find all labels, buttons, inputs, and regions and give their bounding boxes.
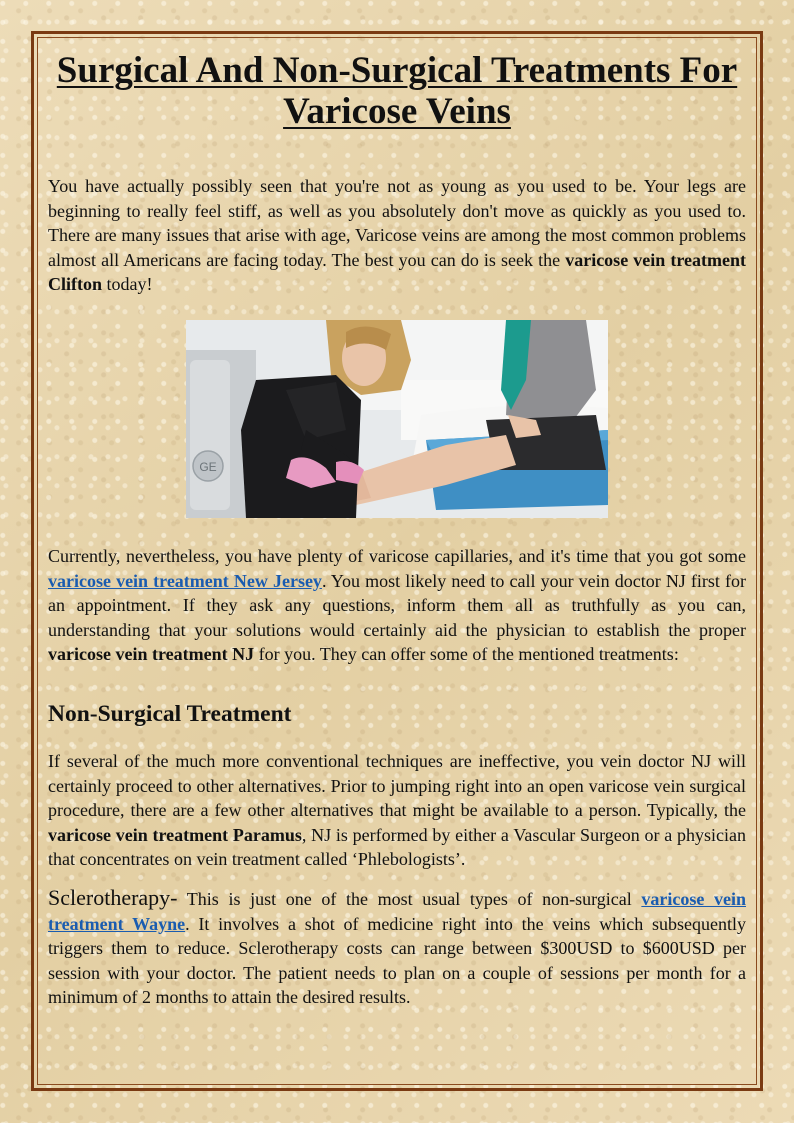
consultation-text: Currently, nevertheless, you have plenty of varicose capillaries, and it's time that you got some <box>48 545 746 566</box>
intro-text: You have actually possibly seen that you're not as young as you used to be. Your legs are beginning to really feel stiff, as well as you absolutely don't move as quickly as you used to. There are many issues that arise with age, Varicose veins are among the most common problems almost all Americans are facing today. The best you can do is seek the <box>48 176 746 270</box>
link-varicose-vein-treatment-new-jersey[interactable]: varicose vein treatment New Jersey <box>48 570 322 591</box>
non-surgical-text: If several of the much more conventional techniques are ineffective, you vein doctor NJ will certainly proceed to other alternatives. Prior to jumping right into an open varicose vein surgical procedure, there are a few other alternatives that might be available to a person. Typically, the <box>48 750 746 821</box>
sclerotherapy-text: This is just one of the most usual types of non-surgical <box>177 888 642 909</box>
link-varicose-vein-treatment-wayne[interactable]: varicose vein treatment Wayne <box>48 888 746 934</box>
consultation-keyword: varicose vein treatment NJ <box>48 644 255 665</box>
non-surgical-text-end: , NJ is performed by either a Vascular Surgeon or a physician that concentrates on vein treatment called ‘Phlebologists’. <box>48 824 746 870</box>
treatment-photo-illustration <box>186 320 608 518</box>
intro-text-end: today! <box>102 274 153 295</box>
non-surgical-keyword: varicose vein treatment Paramus <box>48 824 302 845</box>
sclerotherapy-label: Sclerotherapy- <box>48 884 178 910</box>
page-title: Surgical And Non-Surgical Treatments For Varicose Veins <box>56 50 738 132</box>
intro-paragraph <box>48 174 746 297</box>
consultation-text-end: for you. They can offer some of the mentioned treatments: <box>254 644 679 665</box>
treatment-photo <box>186 320 608 518</box>
non-surgical-paragraph <box>48 749 746 872</box>
consultation-paragraph <box>48 544 746 667</box>
sclerotherapy-paragraph <box>48 886 746 1010</box>
document-body <box>48 48 746 1010</box>
device-logo: GE <box>199 459 217 474</box>
sclerotherapy-text-end: . It involves a shot of medicine right into the veins which subsequently triggers them to reduce. Sclerotherapy costs can range between $300USD to $600USD per session with your doctor. The patient needs to plan on a couple of sessions per month for a minimum of 2 months to attain the desired results. <box>48 913 746 1008</box>
consultation-text-middle: . You most likely need to call your vein doctor NJ first for an appointment. If they ask any questions, inform them all as truthfully as you can, understanding that your solutions would certainly aid the physician to establish the proper <box>48 570 746 640</box>
section-heading-non-surgical: Non-Surgical Treatment <box>48 700 292 727</box>
intro-keyword: varicose vein treatment Clifton <box>48 249 747 295</box>
